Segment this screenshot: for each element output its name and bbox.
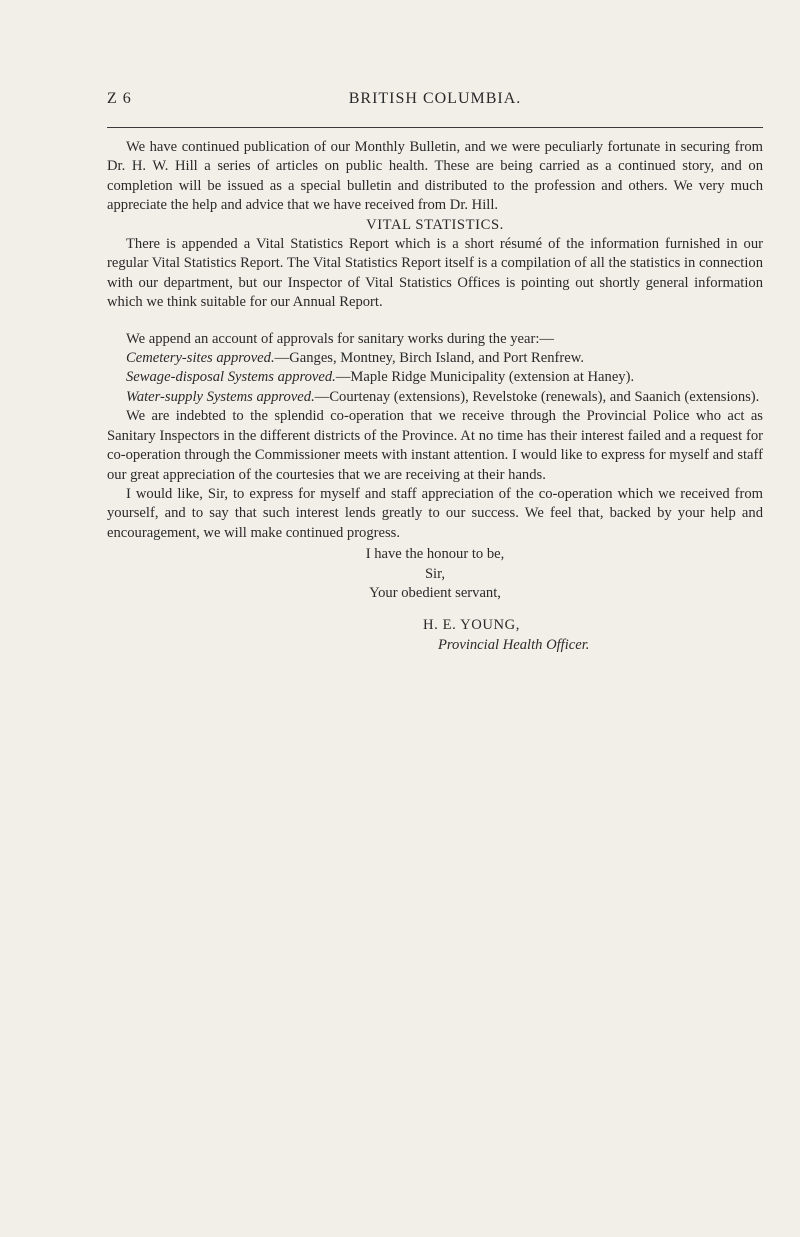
approval-text: —Ganges, Montney, Birch Island, and Port Renfrew. xyxy=(274,350,584,367)
spacer xyxy=(107,313,763,330)
closing-block xyxy=(107,545,763,603)
approval-item-sewage xyxy=(107,368,763,387)
page-header xyxy=(107,90,763,116)
running-title: BRITISH COLUMBIA. xyxy=(348,90,522,107)
signatory-name: H. E. YOUNG, xyxy=(423,617,521,634)
section-heading: VITAL STATISTICS. xyxy=(366,216,504,233)
approval-item-cemetery xyxy=(107,349,763,368)
closing-line-3: Your obedient servant, xyxy=(369,584,501,601)
page-id: Z 6 xyxy=(107,90,132,107)
approval-label: Sewage-disposal Systems approved. xyxy=(126,369,336,386)
paragraph-bulletin: We have continued publication of our Monthly Bulletin, and we were peculiarly fortunate in securing from Dr. H. W. Hill a series of articles on public health. These are being carried as a continued story, and on completion will be issued as a special bulletin and distributed to the profession and others. We very much appreciate the help and advice that we have received from Dr. Hill. xyxy=(107,139,763,214)
paragraph-appreciation: I would like, Sir, to express for myself and staff appreciation of the co-operation which we received from yourself, and to say that such interest lends greatly to our success. We feel that, backed by your help and encouragement, we will make continued progress. xyxy=(107,485,763,541)
approval-item-water xyxy=(107,388,763,407)
approval-label: Water-supply Systems approved. xyxy=(126,388,315,405)
header-rule xyxy=(107,127,763,128)
paragraph-vital-statistics: There is appended a Vital Statistics Report which is a short résumé of the information furnished in our regular Vital Statistics Report. The Vital Statistics Report itself is a compilation of all the statistics in connection with our department, but our Inspector of Vital Statistics Offices is pointing out shortly general information which we think suitable for our Annual Report. xyxy=(107,236,763,311)
closing-line-1: I have the honour to be, xyxy=(365,546,505,563)
document-body xyxy=(107,138,763,655)
approval-text: —Courtenay (extensions), Revelstoke (renewals), and Saanich (extensions). xyxy=(314,388,760,405)
approval-text: —Maple Ridge Municipality (extension at Haney). xyxy=(335,369,635,386)
approval-label: Cemetery-sites approved. xyxy=(126,350,275,367)
signatory-title: Provincial Health Officer. xyxy=(438,636,590,653)
signature-block xyxy=(107,616,763,655)
paragraph-approvals-intro: We append an account of approvals for sanitary works during the year:— xyxy=(126,330,554,347)
closing-line-2: Sir, xyxy=(424,565,446,582)
paragraph-police: We are indebted to the splendid co-operation that we receive through the Provincial Police who act as Sanitary Inspectors in the different districts of the Province. At no time has their interest failed and a request for co-operation through the Commissioner meets with instant attention. I would like to express for myself and staff our great appreciation of the courtesies that we are receiving at their hands. xyxy=(107,408,763,483)
